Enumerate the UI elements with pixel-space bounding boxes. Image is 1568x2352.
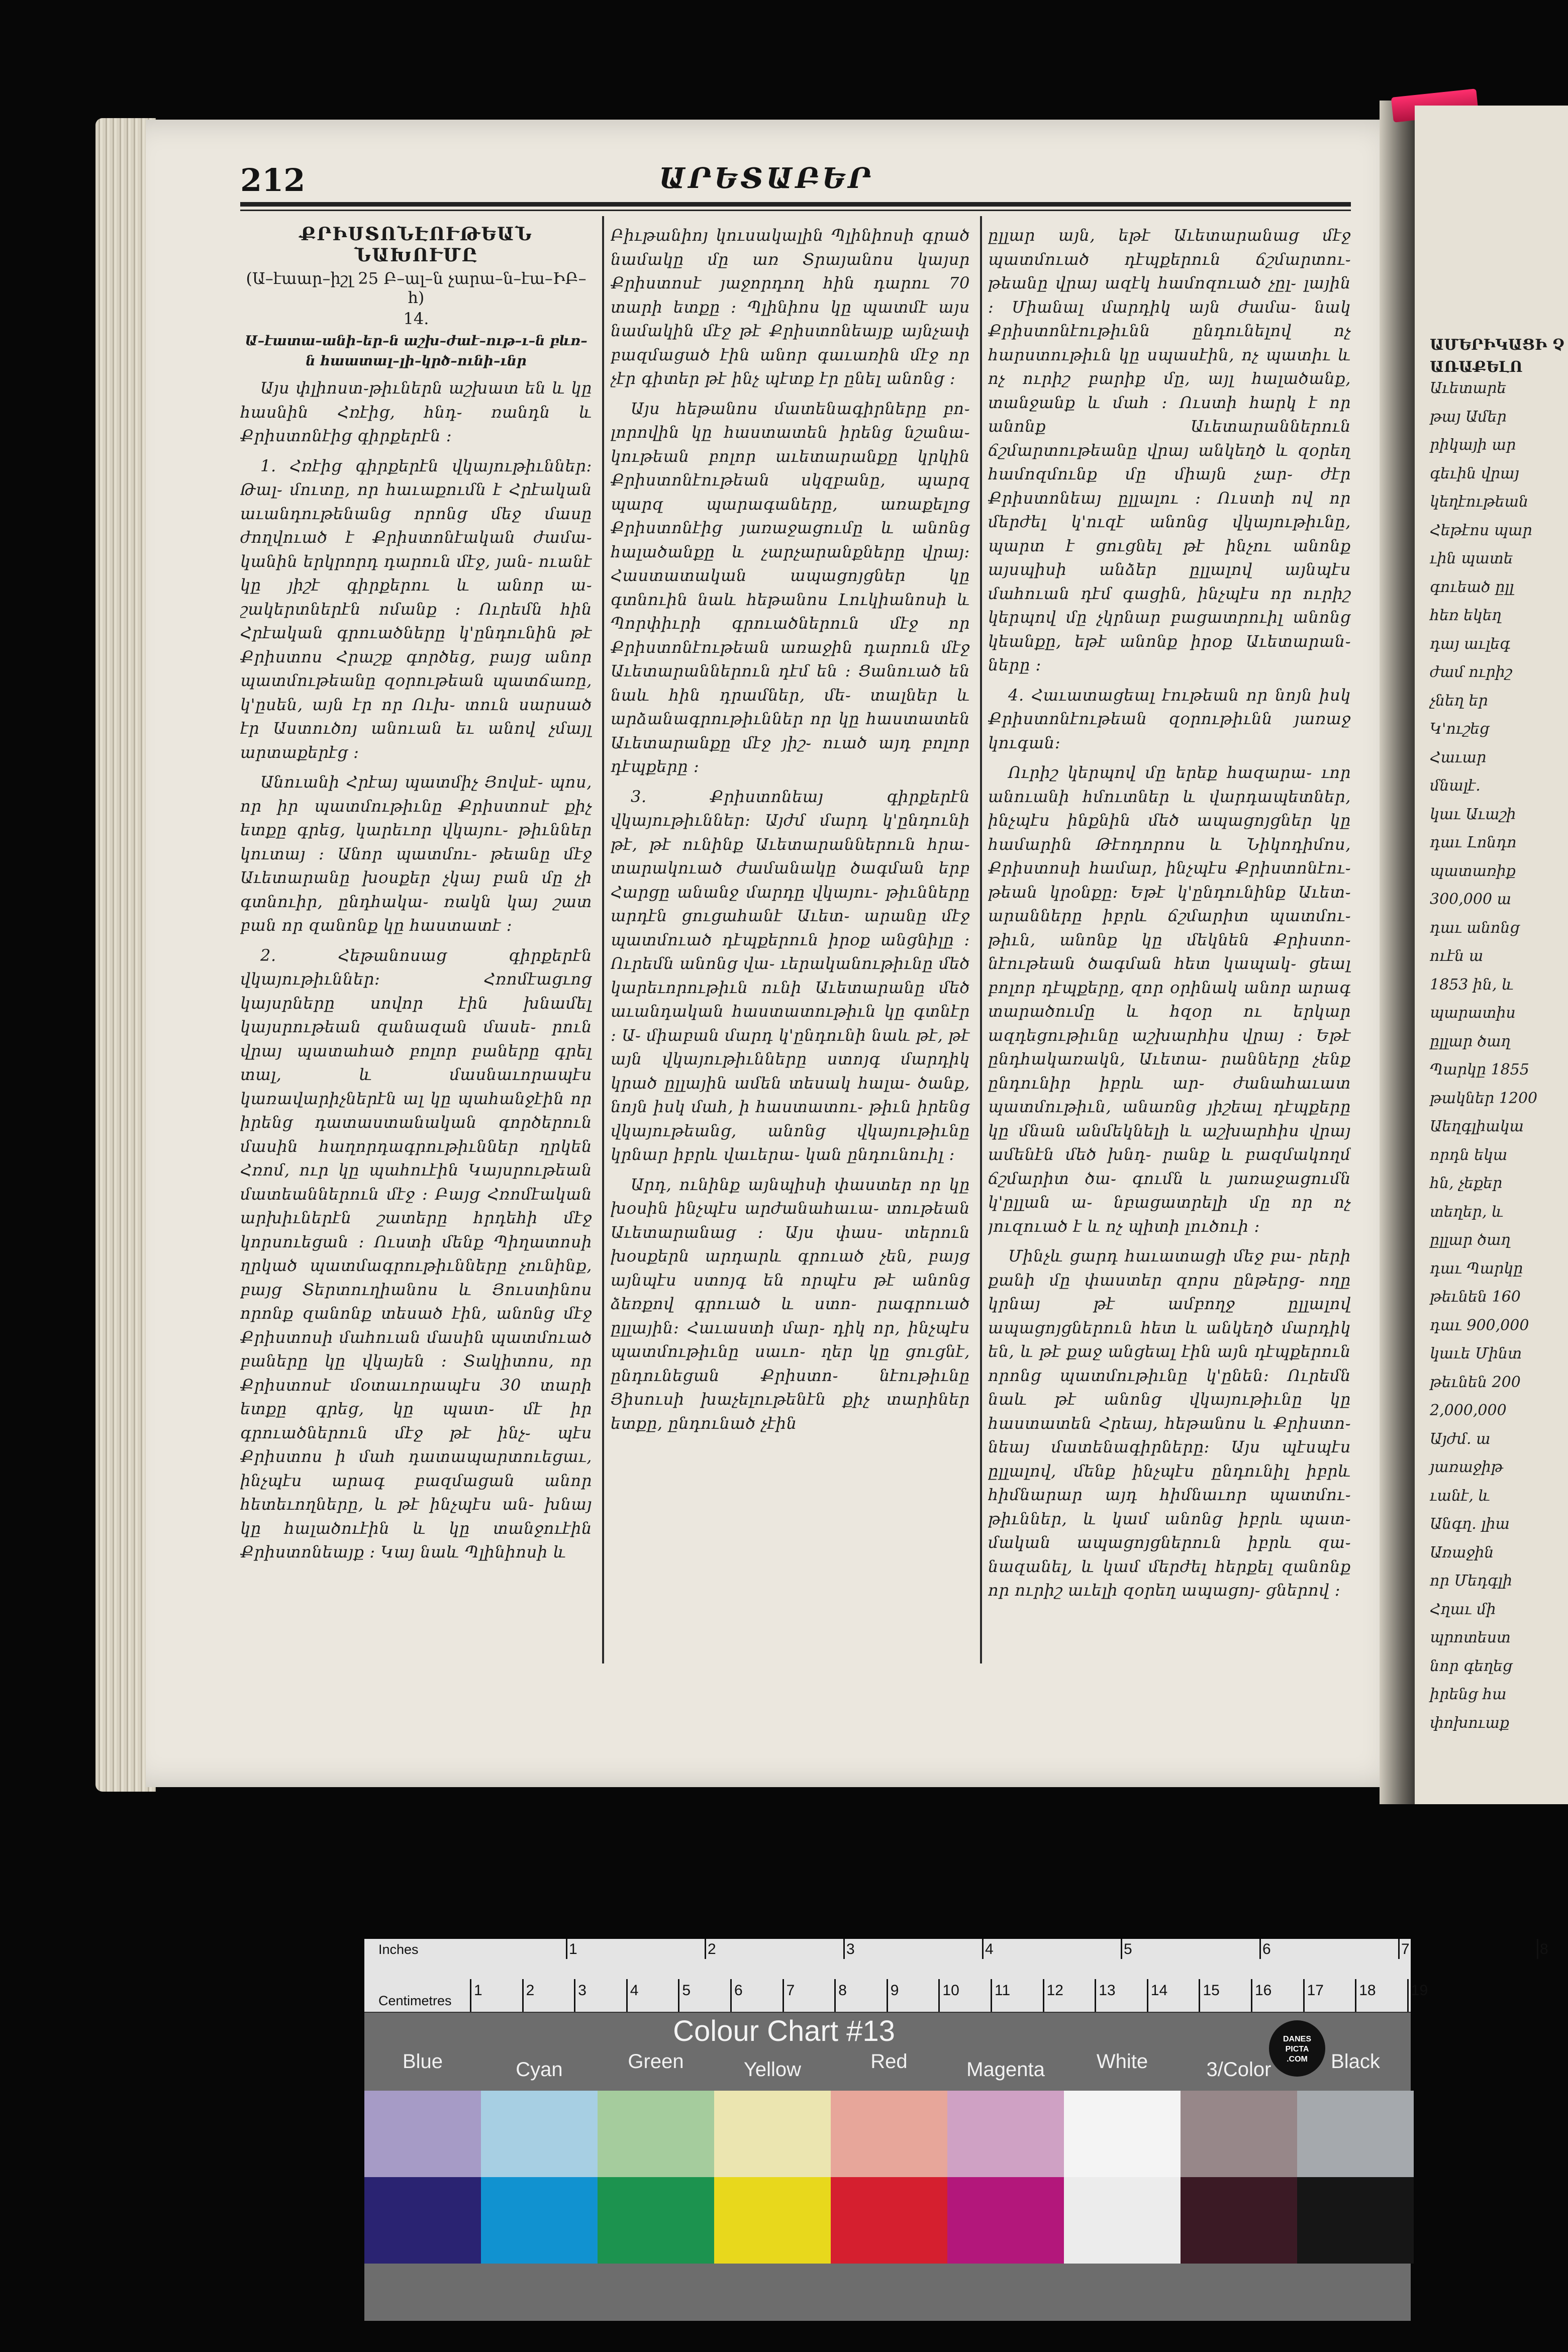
facing-page-line: ւին պատե — [1430, 550, 1513, 567]
cm-number: 13 — [1099, 1982, 1116, 1999]
facing-page-line: րիկայի ար — [1430, 436, 1516, 454]
facing-page-line: փոխուաք — [1430, 1714, 1510, 1732]
cm-number: 18 — [1359, 1982, 1376, 1999]
swatch-label: Blue — [402, 2050, 443, 2073]
page-number: 212 — [240, 162, 306, 199]
cm-tick — [991, 1979, 992, 2012]
facing-page-line: ըլլար ծաղ — [1430, 1032, 1511, 1050]
inch-tick — [1121, 1939, 1122, 1959]
cm-number: 5 — [682, 1982, 691, 1999]
inch-tick — [1398, 1939, 1400, 1959]
facing-page-line: Կ'ուշեց — [1430, 720, 1490, 738]
cm-number: 19 — [1411, 1982, 1428, 1999]
colour-swatch-light — [1064, 2091, 1181, 2177]
facing-page-line: դաւ Լոնդո — [1430, 834, 1517, 851]
inch-tick — [1537, 1939, 1538, 1959]
cm-tick — [678, 1979, 679, 2012]
colour-swatch-light — [598, 2091, 714, 2177]
inch-tick — [1259, 1939, 1261, 1959]
cm-number: 16 — [1255, 1982, 1272, 1999]
facing-page-line: որդն եկա — [1430, 1146, 1508, 1164]
facing-page-line: պրոտեստ — [1430, 1629, 1511, 1646]
section-heading: 4. Հաւատացեալ էութեան որ նոյն իսկ Քրիստոնէութեան զօրութիւնն յառաջ կուգան։ — [988, 685, 1351, 752]
inch-tick — [566, 1939, 567, 1959]
facing-page-line: դաւ 900,000 — [1430, 1316, 1529, 1334]
cm-number: 4 — [630, 1982, 639, 1999]
facing-page-line: որ Մեդգլի — [1430, 1572, 1512, 1590]
facing-page-line: դաւ անոնց — [1430, 919, 1520, 937]
swatch-label: Cyan — [516, 2059, 563, 2081]
paragraph: Այս հեթանոս մատենագիրները բո֊ լորովին կը հաստատեն իրենց նշանա֊ կութեան բոլոր աւետարանքը կրկին Քրիստոնէութեան սկզբանը, պարզ պարզ պարագաները, առաքելոց Քրիստոնէից յառաջացումը և անոնց հալածանքը և չարչարանքները վրայ։ Հաստատական ապացոյցներ կը գտնուին նաև հեթանոս Լուկիանոսի և Պորփիւրի գրուածներուն մէջ որ Քրիստոնէութեան առաջին դարուն մէջ Աւետարաններուն դէմ են ։ Ցանուած են նաև հին դրամներ, մե֊ տալներ և արձանագրութիւններ որ կը հաստատեն Աւետարանքը մէջ յիշ֊ ուած այդ բոլոր դէպքերը ։ — [611, 399, 970, 776]
cm-number: 15 — [1203, 1982, 1220, 1999]
ruler — [364, 1939, 1548, 2013]
cm-tick — [938, 1979, 940, 2012]
centimetres-label: Centimetres — [378, 1993, 452, 2008]
facing-page-line: թակներ 1200 — [1430, 1089, 1538, 1107]
cm-number: 7 — [786, 1982, 795, 1999]
header-rule — [240, 202, 1351, 207]
article-heading: Ա–էատա–անի–եր–ն աշխ–ժաէ–ութ–ւ–ն բևռ–ն հաատալ–լի–կրծ–ունի–ւնր — [245, 333, 587, 369]
paragraph: 3. Քրիստոնեայ գիրքերէն վկայութիւններ։ Այժմ մարդ կ'ընդունի թէ, թէ ունինք Աւետարաններուն հրա֊ տարակուած ժամանակը ծագման երբ Հարցը անանջ մարդը վկայու֊ թիւնները արդէն ցուցահանէ Աւետ֊ արանը մէջ պատմուած դէպքերուն իրօք անցնիլը ։ Ուրեմն անոնց վա֊ ւերականութիւնը մեծ կարեւորութիւն ունի Աւետարանը մեծ աւանդական հաստատութիւն կը գտնէր ։ Ա֊ միաբան մարդ կ'ընդունի նաև թէ, թէ այն վկայութիւնները ստոյգ մարդիկ կրած ըլլային ամեն տեսակ հալա֊ ծանք, նոյն իսկ մահ, ի հաստատու֊ թիւն իրենց վկայութեանց, անոնց վկայութիւնը կրնար իբրև վաւերա֊ կան ընդունուիլ ։ — [611, 787, 970, 1164]
swatch-label: White — [1096, 2050, 1148, 2073]
paragraph: Մինչև ցարդ հաւատացի մեջ բա֊ րերի քանի մը փաստեր զորս ընթերց֊ ողը կրնայ թէ ամբողջ ըլլալով ապացոյցներուն հետ և անկեղծ մարդիկ են, և թէ քաջ անցեալ էին այն դէպքերուն որոնց պատմութիւնը կ'ընեն։ Ուրեմն նաև թէ անոնց վկայութիւնը կը հաստատեն Հրեայ, հեթանոս և Քրիստո֊ նեայ մատենագիրները։ Այս պէսպէս ըլլալով, մենք ինչպէս ընդունիլ իբրև հիմնարար այդ հիմնաւոր պատմու֊ թիւններ, և կամ անոնց իբրև պատ֊ մական ապացոյցներուն իբրև զա֊ նազանել, և կամ մերժել հերքել զանոնք որ ուրիշ աւելի զօրեղ ապացոյ֊ ցներով ։ — [988, 1246, 1351, 1600]
colour-swatch-dark — [481, 2177, 598, 2264]
inch-tick — [982, 1939, 984, 1959]
colour-swatch-light — [1297, 2091, 1414, 2177]
swatch-label: Green — [628, 2050, 684, 2073]
facing-page-line: Այժմ. ա — [1430, 1430, 1491, 1448]
facing-page-line: Հաւար — [1430, 748, 1487, 766]
cm-number: 6 — [734, 1982, 743, 1999]
inch-number: 7 — [1401, 1941, 1410, 1957]
facing-page-line: 1853 ին, և — [1430, 975, 1514, 994]
facing-page — [1415, 106, 1568, 1804]
colour-chart-title: Colour Chart #13 — [673, 2015, 895, 2047]
inch-number: 1 — [569, 1941, 577, 1957]
cm-tick — [522, 1979, 524, 2012]
inch-number: 8 — [1540, 1941, 1548, 1957]
facing-page-line: յառաջիթ — [1430, 1458, 1503, 1476]
paragraph: 1. Հռէից գիրքերէն վկայութիւններ։ Թալ֊ մուտը, որ հաւաքումն է Հրէական աւանդութենանց որոնց մեջ մասը ժողվուած է Քրիստոնէական ժամա֊ կանին երկրորդ դարուն մէջ, յան֊ ուանէ կը յիշէ գիրքերու և անոր ա֊ շակերտներէն ոմանք ։ Ուրեմն հին Հրէական գրուածները կ'ընդունին թէ Քրիստոս Հրաշք գործեց, բայց անոր պատմութեանը զօրութեան պատճառը, կ'ըսեն, այն էր որ Ուխ֊ տուն սարսած էր Աստուծոյ անուան եւ անով չմայլ արտաքերէց ։ — [240, 456, 592, 762]
inch-tick — [705, 1939, 706, 1959]
facing-page-line: 2,000,000 — [1430, 1402, 1507, 1419]
article-title: ՔՐԻՍՏՈՆԷՈՒԹԵԱՆ ՆԱԽՈՒՄԸ — [300, 224, 533, 266]
cm-tick — [1147, 1979, 1148, 2012]
facing-page-line: նոր գեղեց — [1430, 1657, 1513, 1675]
text-column-1 — [240, 224, 592, 1661]
paragraph: ըլլար այն, եթէ Աւետարանաց մէջ պատմուած դէպքերուն ճշմարտու֊ թեանը վրայ ազէկ համոզուած չըլ֊ լային ։ Միանալ մարդիկ այն ժամա֊ նակ Քրիստոնէութիւնն ընդունելով ոչ հարստութիւն կը սպասէին, ոչ պատիւ և ոչ ուրիշ բարիք մը, այլ հալածանք, տանջանք և մահ ։ Ուստի հարկ է որ անոնք Աւետարաններուն ճշմարտութեանը վրայ անկեղծ և զօրեղ համոզմունք մը միայն չար֊ ժէր Քրիստոնեայ ըլլալու ։ Ուստի ով որ մերժել կ'ուզէ անոնց վկայութիւնը, պարտ է ցուցնել թէ ինչու անոնք այսպիսի անձեր ըլլալով այնպէս մահուան դէմ գացին, ինչպէս որ ուրիշ կերպով մը չկրնար բացատրուիլ անոնց կեանքը, եթէ անոնք իրօք Աւետարան֊ ները ։ — [988, 226, 1351, 674]
facing-page-line: գեւին վրայ — [1430, 464, 1519, 482]
facing-page-line: պատառիք — [1430, 862, 1516, 880]
facing-page-line: իրենց հա — [1430, 1686, 1507, 1703]
swatch-label: Magenta — [966, 2059, 1045, 2081]
facing-page-line: Հեթէոս պար — [1430, 521, 1532, 539]
facing-page-line: Առաջին — [1430, 1543, 1494, 1561]
paragraph: Այս փլիոստ֊թիւներն աշխատ են և կը հասնին Հռէից, հնդ֊ ռանդն և Քրիստոնէից գիրքերէն ։ — [240, 378, 592, 445]
paragraph: Ուրիշ կերպով մը երեք հազարա֊ ւոր անուանի հմուտներ և վարդապետներ, ինչպէս ինքնին մեծ ապացոյցներ կը համարին Թէոդորոս և Նիկոդիմոս, Քրիստոսի համար, ինչպէս Քրիստոնէու֊ թեան կրօնքը։ Եթէ կ'ընդունինք Աւետ֊ արանները իբրև ճշմարիտ պատմու֊ թիւն, անոնք կը մեկնեն Քրիստո֊ նէութեան ծագման հետ կապակ֊ ցեալ բոլոր դէպքերը, զոր օրինակ անոր արագ տարածումը և հզօր ու երկար ազդեցութիւնը աշխարհիս վրայ ։ Եթէ ընդհակառակն, Աւետա֊ րանները չենք ընդունիր իբրև ար֊ ժանահաւատ պատմութիւն, անառնց յիշեալ դէպքերը կը մնան անմեկնելի և աշխարհիս վրայ ամենէն մեծ խնդ֊ րանք և բազմակողմ ճշմարիտ ծա֊ գումն և յառաջացումն կ'ըլլան ա֊ նբացատրելի մը որ ոչ յուզուած է և ոչ պիտի լուծուի ։ — [988, 763, 1351, 1236]
inch-number: 3 — [846, 1941, 855, 1957]
facing-page-line: կեղէութեան — [1430, 493, 1529, 511]
inch-number: 4 — [985, 1941, 994, 1957]
article-number: 14. — [403, 309, 429, 328]
swatch-label: Yellow — [743, 2059, 802, 2081]
colour-swatch-dark — [831, 2177, 947, 2264]
facing-page-line: կաւե Մինտ — [1430, 1345, 1522, 1362]
facing-page-line: չնեղ եր — [1430, 692, 1488, 710]
colour-swatch-dark — [1297, 2177, 1414, 2264]
colour-swatch-dark — [947, 2177, 1064, 2264]
colour-swatch-light — [831, 2091, 947, 2177]
cm-tick — [1199, 1979, 1200, 2012]
paragraph: Անուանի Հրէայ պատմիչ Յովսէ֊ պոս, որ իր պատմութիւնը Քրիստոսէ քիչ ետքը գրեց, կարեւոր վկայու֊ թիւններ կուտայ ։ Անոր պատմու֊ թեանը մէջ Աւետարանը խօսքեր չկայ բան մը չի գտնուիր, ընդհակա֊ ռակն կայ շատ բան որ զանոնք կը հաստատէ ։ — [240, 772, 592, 935]
cm-tick — [574, 1979, 575, 2012]
cm-tick — [1303, 1979, 1305, 2012]
inches-label: Inches — [378, 1942, 419, 1957]
colour-swatch-light — [481, 2091, 598, 2177]
facing-page-line: հեռ եկեղ — [1430, 607, 1502, 624]
paragraph: Արդ, ունինք այնպիսի փաստեր որ կը խօսին ինչպէս արժանահաւա֊ տութեան Աւետարանաց ։ Այս փաս֊ տերուն խօսքերն արդարև գրուած չեն, բայց այնպէս ստոյգ են որպէս թէ անոնց ձեռքով գրուած և ստո֊ րագրուած ըլլային։ Հաւաստի մար֊ դիկ որ, ինչպէս պատմութիւնը սաւո֊ ղեր կը ցուցնէ, ընդունեցան Քրիստո֊ նէութիւնը Յիսուսի խաչելութենէն քիչ տարիներ ետքը, ընդունած չէին — [611, 1174, 970, 1433]
colour-swatch-dark — [714, 2177, 831, 2264]
facing-page-line: Պարկը 1855 — [1430, 1061, 1529, 1079]
column-divider — [602, 216, 604, 1663]
facing-head-line: ԱՄԵՐԻԿԱՑԻ Չ — [1430, 336, 1565, 354]
paragraph: 2. Հեթանոսաց գիրքերէն վկայութիւններ։ Հռոմէացւոց կայսրները սովոր էին խնամել կայսրութեան զանազան մասե֊ րուն վրայ պատահած բոլոր բաները գրել տալ, և մասնաւորապէս կառավարիչներէն ալ կը պահանջէին որ իրենց դատաստանական գործերուն մասին հաղորդագրութիւններ ղրկեն Հռոմ, ուր կը պահուէին Կայսրութեան մատեաններուն մէջ ։ Բայց Հռոմէական արխիւներէն շատերը հրդեհի մէջ կորսուեցան ։ Ուստի մենք Պիղատոսի ղրկած պատմագրութիւնները չունինք, բայց Տերտուղիանոս և Յուստինոս որոնք զանոնք տեսած էին, անոնց մէջ Քրիստոսի մահուան մասին պատմուած բաները կը վկայեն ։ Տակիտոս, որ Քրիստոսէ մօտաւորապէս 30 տարի ետքը գրեց, կը պատ֊ մէ իր գրուածներուն մէջ թէ ինչ֊ պէս Քրիստոս ի մահ դատապարտուեցաւ, ինչպէս արագ բազմացան անոր հետեւողները, և թէ ինչպէս ան֊ խնայ կը հալածուէին և կը տանջուէին Քրիստոնեայք ։ Կայ նաև Պլինիոսի և — [240, 945, 592, 1561]
facing-page-line: Հղաւ մի — [1430, 1600, 1496, 1618]
cm-number: 2 — [526, 1982, 535, 1999]
cm-tick — [782, 1979, 784, 2012]
swatch-labels — [364, 2050, 1411, 2081]
facing-page-line: Աւետարե — [1430, 379, 1507, 397]
facing-head-line: ԱՌԱՔԵԼՈ — [1430, 358, 1523, 376]
colour-swatch-dark — [1064, 2177, 1181, 2264]
facing-page-line: մնալէ. — [1430, 777, 1481, 795]
cm-number: 14 — [1150, 1982, 1168, 1999]
cm-number: 11 — [995, 1982, 1011, 1999]
cm-tick — [1095, 1979, 1096, 2012]
facing-page-line: հն, չեքեր — [1430, 1174, 1503, 1192]
colour-swatch-light — [1181, 2091, 1297, 2177]
cm-tick — [1043, 1979, 1044, 2012]
column-divider — [980, 216, 982, 1663]
swatch-label: Red — [870, 2050, 908, 2073]
facing-page-line: թեւնեն 200 — [1430, 1373, 1521, 1391]
inch-number: 5 — [1124, 1941, 1132, 1957]
cm-number: 1 — [474, 1982, 482, 1999]
facing-page-line: դաւ Պարկը — [1430, 1259, 1523, 1278]
facing-page-line: Աեղգլիակա — [1430, 1118, 1524, 1135]
swatch-label: 3/Color — [1206, 2059, 1271, 2081]
facing-page-line: ւանէ, և — [1430, 1487, 1491, 1505]
cm-number: 9 — [890, 1982, 899, 1999]
facing-page-line: թայ Ամեր — [1430, 408, 1507, 426]
facing-page-line: տեղեր, և — [1430, 1203, 1504, 1221]
facing-page-line: կաւ Աւաշի — [1430, 805, 1516, 823]
facing-page-head — [1430, 334, 1564, 378]
facing-page-line: գուեած ըլլ — [1430, 578, 1514, 596]
paragraph: Բիւթանիոյ կուսակալին Պլինիոսի գրած նամակը մը առ Տրայանոս կայսր Քրիստոսէ յաջորդող հին դարու 70 տարի ետքը ։ Պլինիոս կը պատմէ այս նամակին մէջ թէ Քրիստոնեայք այնչափ բազմացած էին անոր գաւառին մէջ որ չէր գիտեր թէ ինչ պէտք էր ընել անոնց ։ — [611, 226, 970, 388]
cm-tick — [626, 1979, 628, 2012]
running-head: ԱՐԵՏԱԲԵՐ — [659, 162, 874, 195]
cm-number: 3 — [578, 1982, 586, 1999]
cm-tick — [1355, 1979, 1356, 2012]
cm-number: 17 — [1307, 1982, 1324, 1999]
colour-swatch-light — [947, 2091, 1064, 2177]
cm-tick — [1407, 1979, 1409, 2012]
book-gutter — [1380, 101, 1420, 1804]
cm-tick — [834, 1979, 836, 2012]
logo-text: .COM — [1287, 2055, 1308, 2064]
inch-number: 6 — [1262, 1941, 1271, 1957]
cm-tick — [470, 1979, 471, 2012]
inch-tick — [843, 1939, 845, 1959]
colour-swatch-dark — [1181, 2177, 1297, 2264]
cm-number: 10 — [942, 1982, 959, 1999]
facing-page-line: պարատիս — [1430, 1004, 1516, 1022]
cm-tick — [887, 1979, 888, 2012]
cm-tick — [730, 1979, 732, 2012]
text-column-3 — [988, 224, 1351, 1661]
colour-swatch-dark — [598, 2177, 714, 2264]
colour-swatch-light — [714, 2091, 831, 2177]
cm-tick — [1251, 1979, 1252, 2012]
inch-number: 2 — [708, 1941, 716, 1957]
facing-page-line: դայ աւլեգ — [1430, 635, 1510, 653]
facing-page-line: Անգղ. լիա — [1430, 1515, 1510, 1533]
cm-number: 8 — [838, 1982, 847, 1999]
facing-page-line: թեւնեն 160 — [1430, 1288, 1521, 1306]
facing-page-line: 300,000 ա — [1430, 891, 1512, 908]
colour-swatch-dark — [364, 2177, 481, 2264]
facing-page-line: ժամ ուրիշ — [1430, 663, 1512, 681]
cm-number: 12 — [1046, 1982, 1063, 1999]
logo-text: DANES — [1283, 2035, 1311, 2043]
article-subtitle: (Ա–էաար–իշլ 25 Բ–ալ–ն չարա–ն–էա–ԻԲ–հ) — [246, 269, 586, 307]
swatch-label: Black — [1331, 2050, 1380, 2073]
colour-chart — [364, 1939, 1548, 2321]
colour-swatch-light — [364, 2091, 481, 2177]
facing-page-line: ըլլար ծաղ — [1430, 1231, 1511, 1249]
logo-text: PICTA — [1285, 2045, 1309, 2053]
text-column-2 — [611, 224, 970, 1661]
header-rule-thin — [240, 210, 1351, 211]
facing-page-line: ուէն ա — [1430, 947, 1484, 965]
